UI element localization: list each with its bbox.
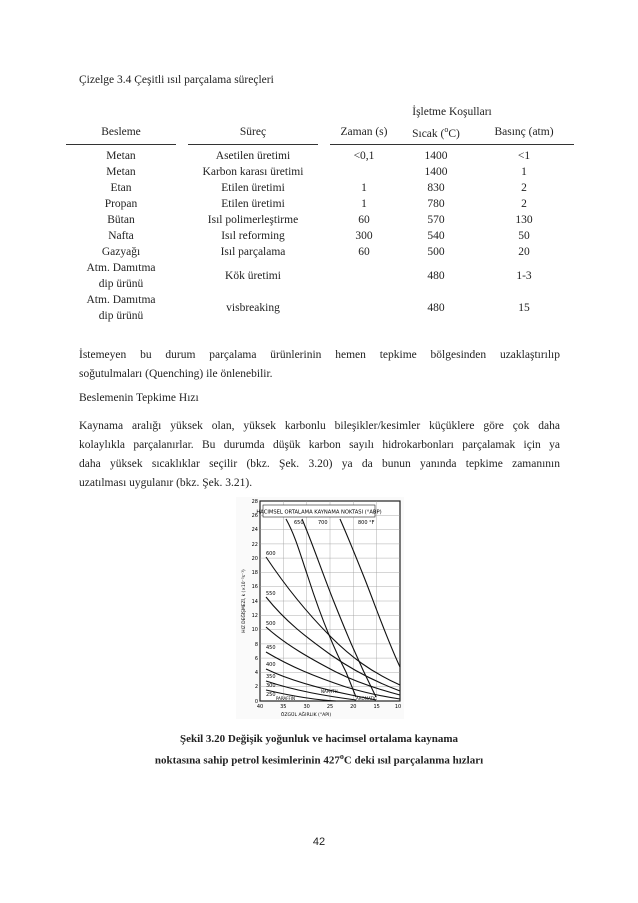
- x-tick: 20: [350, 704, 357, 710]
- cell-process: Kök üretimi: [225, 269, 281, 282]
- table-row: [66, 260, 574, 292]
- process-table: [66, 100, 574, 324]
- curve-label: 300: [266, 683, 276, 689]
- figure-caption-line-1: Şekil 3.20 Değişik yoğunluk ve hacimsel ortalama kaynama: [179, 733, 459, 745]
- cell-time: 60: [358, 213, 370, 226]
- cell-time: 1: [361, 197, 367, 210]
- col-header-time: Zaman (s): [330, 120, 398, 145]
- y-tick: 22: [251, 542, 258, 548]
- y-tick: 16: [251, 584, 258, 590]
- cell-time: [330, 292, 398, 324]
- cell-temp: 570: [427, 213, 445, 226]
- cell-feed: Metan: [106, 149, 136, 162]
- cell-feed: Metan: [106, 165, 136, 178]
- operating-conditions-header: İşletme Koşulları: [412, 106, 492, 118]
- region-label: NAPHTH.: [321, 689, 339, 694]
- col-header-process: Süreç: [188, 120, 318, 145]
- cell-process: Karbon karası üretimi: [202, 165, 304, 178]
- temp-header-prefix: Sıcak (: [412, 127, 445, 140]
- cell-process: Isıl polimerleştirme: [207, 213, 299, 226]
- x-tick: 40: [256, 704, 264, 710]
- col-header-feed: Besleme: [66, 120, 176, 145]
- text-line: soğutulmaları (Quenching) ile önlenebilir.: [79, 368, 273, 380]
- figure-caption-line-2: [0, 748, 638, 770]
- temp-header-degree: o: [444, 125, 449, 135]
- y-tick: 20: [251, 556, 258, 562]
- y-tick: 0: [254, 699, 258, 705]
- cell-feed: [66, 260, 176, 292]
- curve-label: 250: [266, 692, 276, 698]
- section-heading: Beslemenin Tepkime Hızı: [79, 392, 199, 404]
- curve-label: 450: [266, 645, 276, 651]
- figure-title: HACIMSEL ORTALAMA KAYNAMA NOKTASI (°ABP): [256, 509, 382, 516]
- cell-process: Etilen üretimi: [221, 197, 285, 210]
- cell-time: [330, 260, 398, 292]
- cell-pressure: 130: [515, 213, 533, 226]
- region-label: AROMATIC: [356, 696, 377, 701]
- cell-pressure: 2: [521, 197, 527, 210]
- y-tick: 6: [254, 656, 258, 662]
- caption-degree: o: [339, 752, 344, 761]
- x-tick: 25: [326, 704, 334, 710]
- text-line: uzatılması uygulanır (bkz. Şek. 3.21).: [79, 477, 253, 489]
- table-row: [66, 212, 574, 228]
- y-tick: 4: [254, 670, 258, 676]
- table-row: [66, 148, 574, 164]
- cell-temp: 540: [427, 229, 445, 242]
- curve-label: 500: [266, 621, 276, 627]
- region-label: PARAFFIN: [276, 696, 296, 701]
- x-tick: 35: [280, 704, 287, 710]
- feed-line-1: Atm. Damıtma: [86, 261, 156, 274]
- y-tick: 26: [251, 513, 258, 519]
- cell-pressure: 20: [518, 245, 530, 258]
- paragraph-reaction-rate: [79, 417, 560, 493]
- cell-feed: Etan: [110, 181, 132, 194]
- cell-temp: 1400: [424, 165, 448, 178]
- y-tick: 24: [251, 527, 258, 533]
- feed-line-2: dip ürünü: [98, 277, 144, 290]
- curve-label: 600: [266, 551, 276, 557]
- table-row: [66, 292, 574, 324]
- cell-time: 1: [361, 181, 367, 194]
- cell-pressure: <1: [517, 149, 531, 162]
- cell-feed: Propan: [104, 197, 138, 210]
- table-row: [66, 164, 574, 180]
- x-tick: 10: [394, 704, 402, 710]
- cell-process: Etilen üretimi: [221, 181, 285, 194]
- table-row: [66, 228, 574, 244]
- caption-prefix: noktasına sahip petrol kesimlerinin 427: [154, 754, 340, 767]
- top-label: 800 °F: [358, 520, 375, 526]
- cell-temp: 480: [427, 269, 445, 282]
- cell-temp: 830: [427, 181, 445, 194]
- curve-label: 550: [266, 591, 276, 597]
- table-caption: Çizelge 3.4 Çeşitli ısıl parçalama süreçleri: [79, 74, 274, 86]
- cell-feed: [66, 292, 176, 324]
- feed-line-2: dip ürünü: [98, 309, 144, 322]
- cell-time: 300: [355, 229, 373, 242]
- y-tick: 28: [251, 499, 258, 505]
- cell-pressure: 2: [521, 181, 527, 194]
- x-tick: 15: [373, 704, 380, 710]
- y-tick: 18: [251, 570, 258, 576]
- col-header-pressure: Basınç (atm): [474, 120, 574, 145]
- top-label: 700: [318, 520, 328, 526]
- curve-label: 400: [266, 662, 276, 668]
- text-line: kolaylıkla parçalanırlar. Bu durumda düşük karbon sayılı hidrokarbonları parçalamak için ya: [79, 439, 560, 451]
- caption-suffix: C deki ısıl parçalanma hızları: [343, 754, 484, 767]
- text-line: İstemeyen bu durum parçalama ürünlerinin hemen tepkime bölgesinden uzaklaştırılıp: [79, 349, 560, 361]
- cell-time: 60: [358, 245, 370, 258]
- table-row: [66, 196, 574, 212]
- cell-process: visbreaking: [226, 301, 280, 314]
- y-tick: 12: [251, 613, 258, 619]
- cell-feed: Bütan: [107, 213, 135, 226]
- curve-label: 350: [266, 674, 276, 680]
- y-tick: 10: [251, 627, 258, 633]
- x-tick: 30: [303, 704, 310, 710]
- cell-process: Asetilen üretimi: [215, 149, 291, 162]
- y-axis-label: HIZ DEĞİŞMEZİ, k (×10⁻³s⁻¹): [242, 569, 247, 633]
- cell-pressure: 1: [521, 165, 527, 178]
- text-line: daha yüksek sıcaklıklar seçilir (bkz. Şek. 3.20) ya da bunun yanında tepkime zamanının: [79, 458, 560, 470]
- cell-pressure: 50: [518, 229, 530, 242]
- paragraph-quenching: [79, 346, 560, 384]
- cell-feed: Nafta: [108, 229, 134, 242]
- text-line: Kaynama aralığı yüksek olan, yüksek karbonlu bileşikler/kesimler küçüklere göre çok daha: [79, 420, 560, 432]
- cell-feed: Gazyağı: [101, 245, 141, 258]
- cell-temp: 1400: [424, 149, 448, 162]
- page-number: 42: [312, 836, 326, 848]
- cell-temp: 500: [427, 245, 445, 258]
- cell-time: [330, 164, 398, 180]
- y-tick: 14: [251, 599, 258, 605]
- top-label: 650: [294, 520, 304, 526]
- cracking-rate-figure: [236, 497, 404, 719]
- y-tick: 2: [254, 684, 258, 690]
- table-row: [66, 180, 574, 196]
- y-tick: 8: [254, 642, 258, 648]
- temp-header-suffix: C): [448, 127, 460, 140]
- cell-process: Isıl reforming: [221, 229, 285, 242]
- cell-time: <0,1: [353, 149, 375, 162]
- cell-pressure: 1-3: [516, 269, 532, 282]
- cell-pressure: 15: [518, 301, 530, 314]
- x-axis-label: ÖZGÜL AĞIRLIK (°API): [280, 713, 332, 718]
- cell-temp: 480: [427, 301, 445, 314]
- table-row: [66, 244, 574, 260]
- cell-temp: 780: [427, 197, 445, 210]
- feed-line-1: Atm. Damıtma: [86, 293, 156, 306]
- col-header-temp: [398, 120, 474, 145]
- cell-process: Isıl parçalama: [220, 245, 286, 258]
